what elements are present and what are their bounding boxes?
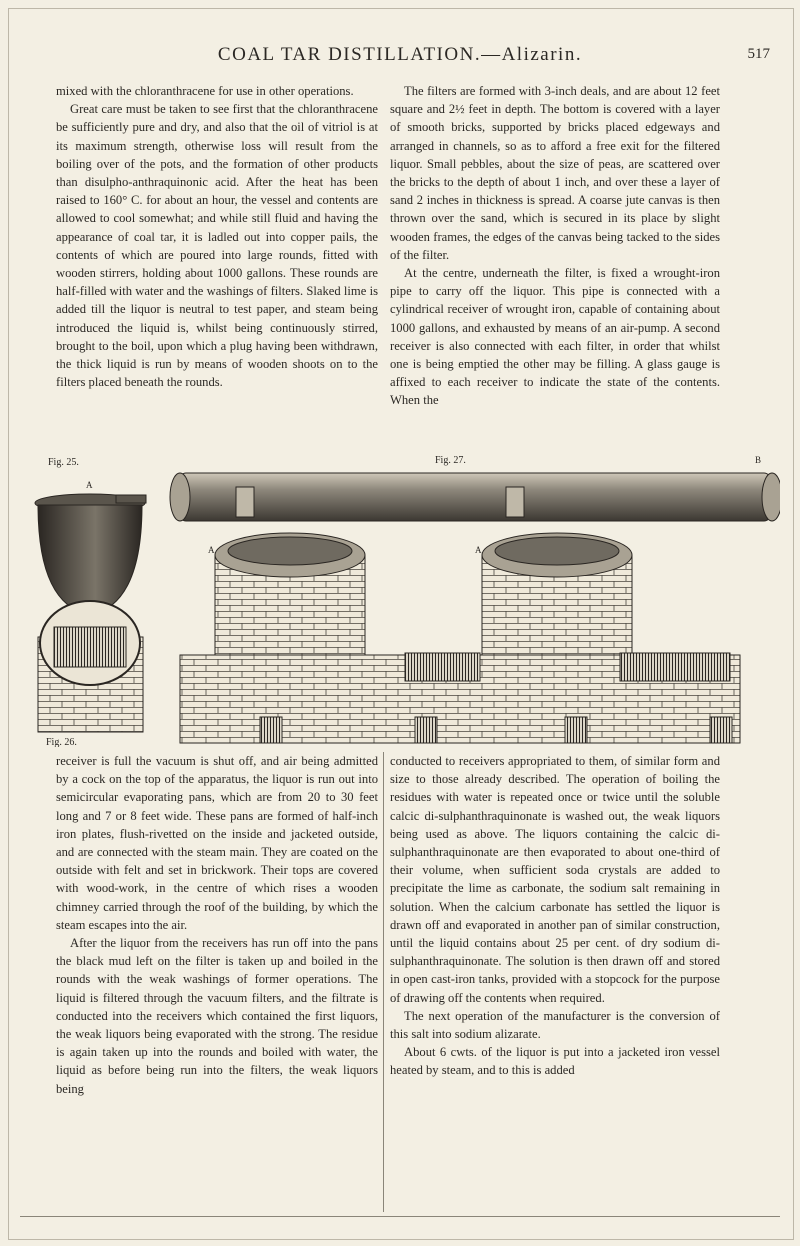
right-column-bottom [390,752,720,1080]
paragraph: After the liquor from the receivers has run off into the pans the black mud left on the filter is taken up and boiled in the rounds with the weak washings of former operations. The liquid is filtered through the vacuum filters, and the filtrate is conducted into the receivers which contained the first liquors, the weak liquors being evaporated with the strong. The residue is again taken up into the rounds and boiled with water, the liquid as before being run into the filters, the weak liquors being [56,936,378,1096]
paragraph: The next operation of the manufacturer is the conversion of this salt into sodium alizarate. [390,1008,720,1042]
fig27-label: Fig. 27. [435,455,466,466]
figure-area [20,455,780,747]
fig25-label: Fig. 25. [48,457,79,468]
fig26-label: Fig. 26. [46,737,77,747]
page-header [20,44,780,74]
fig27-mark-b: B [755,455,762,465]
fig27-filters [170,455,780,743]
left-column-top [56,82,378,391]
paragraph: The filters are formed with 3-inch deals, and are about 12 feet square and 2½ feet in depth. The bottom is covered with a layer of smooth bricks, supported by bricks placed edgeways and arranged in channels, so as to afford a free exit for the filtered liquor. Small pebbles, about the size of peas, are scattered over the bricks to the depth of about 1 inch, and over these a layer of sand 2 inches in thickness is spread. A coarse jute canvas is then thrown over the sand, which is secured in its place by slight wooden frames, the edges of the canvas being tacked to the sides of the filter. [390,84,720,262]
paragraph: At the centre, underneath the filter, is fixed a wrought-iron pipe to carry off the liquor. This pipe is connected with a cylindrical receiver of wrought iron, capable of containing about 1000 gallons, and exhausted by means of an air-pump. A second receiver is also connected with each filter, in order that whilst one is being emptied the other may be filling. A glass gauge is affixed to each receiver to indicate the state of the contents. When the [390,266,720,408]
page-number: 517 [747,46,770,62]
paragraph: Great care must be taken to see first that the chloranthracene be sufficiently pure and dry, and also that the oil of vitriol is at its maximum strength, otherwise loss will result from the boiling over of the pots, and the formation of other products than disulpho-anthraquinonic acid. After the heat has been raised to 160° C. for about an hour, the vessel and contents are allowed to cool somewhat; and while still fluid and having the appearance of coal tar, it is ladled out into copper pails, the contents of which are poured into large rounds, fitted with wooden stirrers, holding about 1000 gallons. These rounds are half-filled with water and the washings of filters. Slaked lime is added till the liquor is neutral to test paper, and steam being introduced the liquid is, whilst being continuously stirred, brought to the boil, upon which a plug having been withdrawn, the thick liquid is run by means of wooden shoots on to the filters placed beneath the rounds. [56,102,378,390]
apparatus-illustration [20,455,780,747]
paragraph: About 6 cwts. of the liquor is put into a jacketed iron vessel heated by steam, and to this is added [390,1045,720,1078]
paragraph: conducted to receivers appropriated to them, of similar form and size to those already described. The operation of boiling the residues with water is repeated once or twice until the soluble calcic di-sulphanthraquinonate is washed out, the weak liquors being used as above. The liquors containing the calcic di-sulphanthraquinonate are then evaporated to about one-third of their volume, when sufficient soda crystals are added to precipitate the lime as carbonate, the sodium salt remaining in solution. When the calcium carbonate has settled the liquor is drawn off and evaporated in another pan of similar construction, until the liquid contains about 25 per cent. of dry sodium di-sulphanthraquinonate. The solution is then drawn off and stored in open cast-iron tanks, provided with a stopcock for the purpose of drawing off the contents when required. [390,754,720,1005]
column-divider [383,752,384,1212]
right-filter-mark-a: A [475,545,482,555]
fig26-receiver [38,601,143,747]
fig25-mark-a: A [86,480,93,490]
fig25-pot [35,457,146,615]
paragraph: mixed with the chloranthracene for use in other operations. [56,84,354,98]
paragraph: receiver is full the vacuum is shut off, and air being admitted by a cock on the top of the apparatus, the liquor is run out into semicircular evaporating pans, which are from 20 to 30 feet long and 7 or 8 feet wide. These pans are formed of half-inch iron plates, flush-rivetted on the inside and jacketed outside, and are connected with the steam main. They are coated on the outside with felt and set in brickwork. Their tops are covered with wood-work, in the centre of which rises a wooden chimney carried through the roof of the building, by which the steam escapes into the air. [56,754,378,932]
left-column-bottom [56,752,378,1098]
right-column-top [390,82,720,410]
running-title: COAL TAR DISTILLATION.—Alizarin. [217,44,583,65]
footer-rule [20,1216,780,1217]
left-filter-mark-a: A [208,545,215,555]
